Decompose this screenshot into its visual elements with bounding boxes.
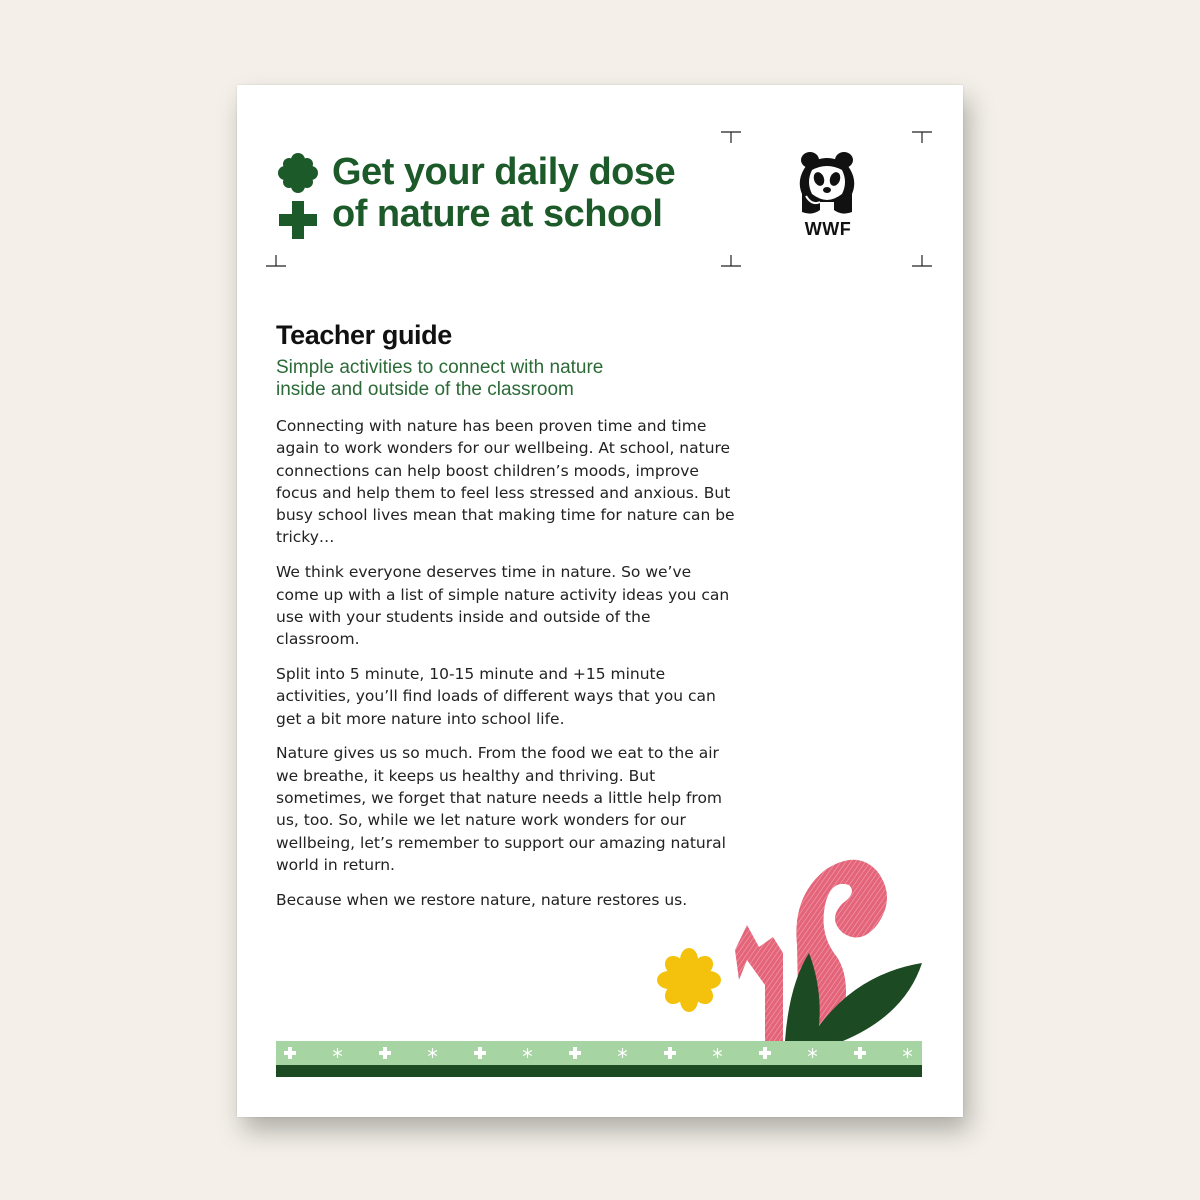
paragraph: Because when we restore nature, nature restores us.	[276, 890, 688, 909]
paragraph: Split into 5 minute, 10-15 minute and +15 minute activities, you’ll find loads of different ways that you can get a bit more nature into school life.	[276, 664, 716, 728]
crop-mark	[721, 131, 741, 143]
paragraph: Connecting with nature has been proven time and time again to work wonders for our wellbeing. At school, nature connections can help boost children’s moods, improve focus and help them to feel less stressed and anxious. But busy school lives mean that making time for nature can be tricky…	[276, 417, 735, 547]
section-title: Teacher guide	[276, 320, 452, 350]
decorative-border	[276, 1041, 922, 1077]
subtitle: Simple activities to connect with nature inside and outside of the classroom	[276, 357, 604, 400]
document-title: Get your daily dose of nature at school	[332, 151, 676, 235]
leaves-icon	[785, 953, 922, 1041]
crop-mark	[912, 131, 932, 143]
flower-icon	[278, 153, 318, 193]
crop-mark	[721, 255, 741, 267]
logo-text: WWF	[804, 219, 852, 239]
paragraph: We think everyone deserves time in nature. So we’ve come up with a list of simple nature activity ideas you can use with your students inside and outside of the classroom.	[276, 563, 730, 649]
yellow-flower-icon	[657, 948, 721, 1012]
squirrel-icon	[735, 860, 887, 1041]
crop-mark	[266, 255, 286, 267]
document-page	[237, 85, 963, 1117]
crop-mark	[912, 255, 932, 267]
header-icons	[275, 153, 321, 243]
paragraph: Nature gives us so much. From the food we eat to the air we breathe, it keeps us healthy and thriving. But sometimes, we forget that nature needs a little help from us, too. So, while we let nature work wonders for our wellbeing, let’s remember to support our amazing natural world in return.	[276, 744, 726, 874]
plus-icon	[279, 201, 317, 239]
body-text	[276, 415, 738, 923]
